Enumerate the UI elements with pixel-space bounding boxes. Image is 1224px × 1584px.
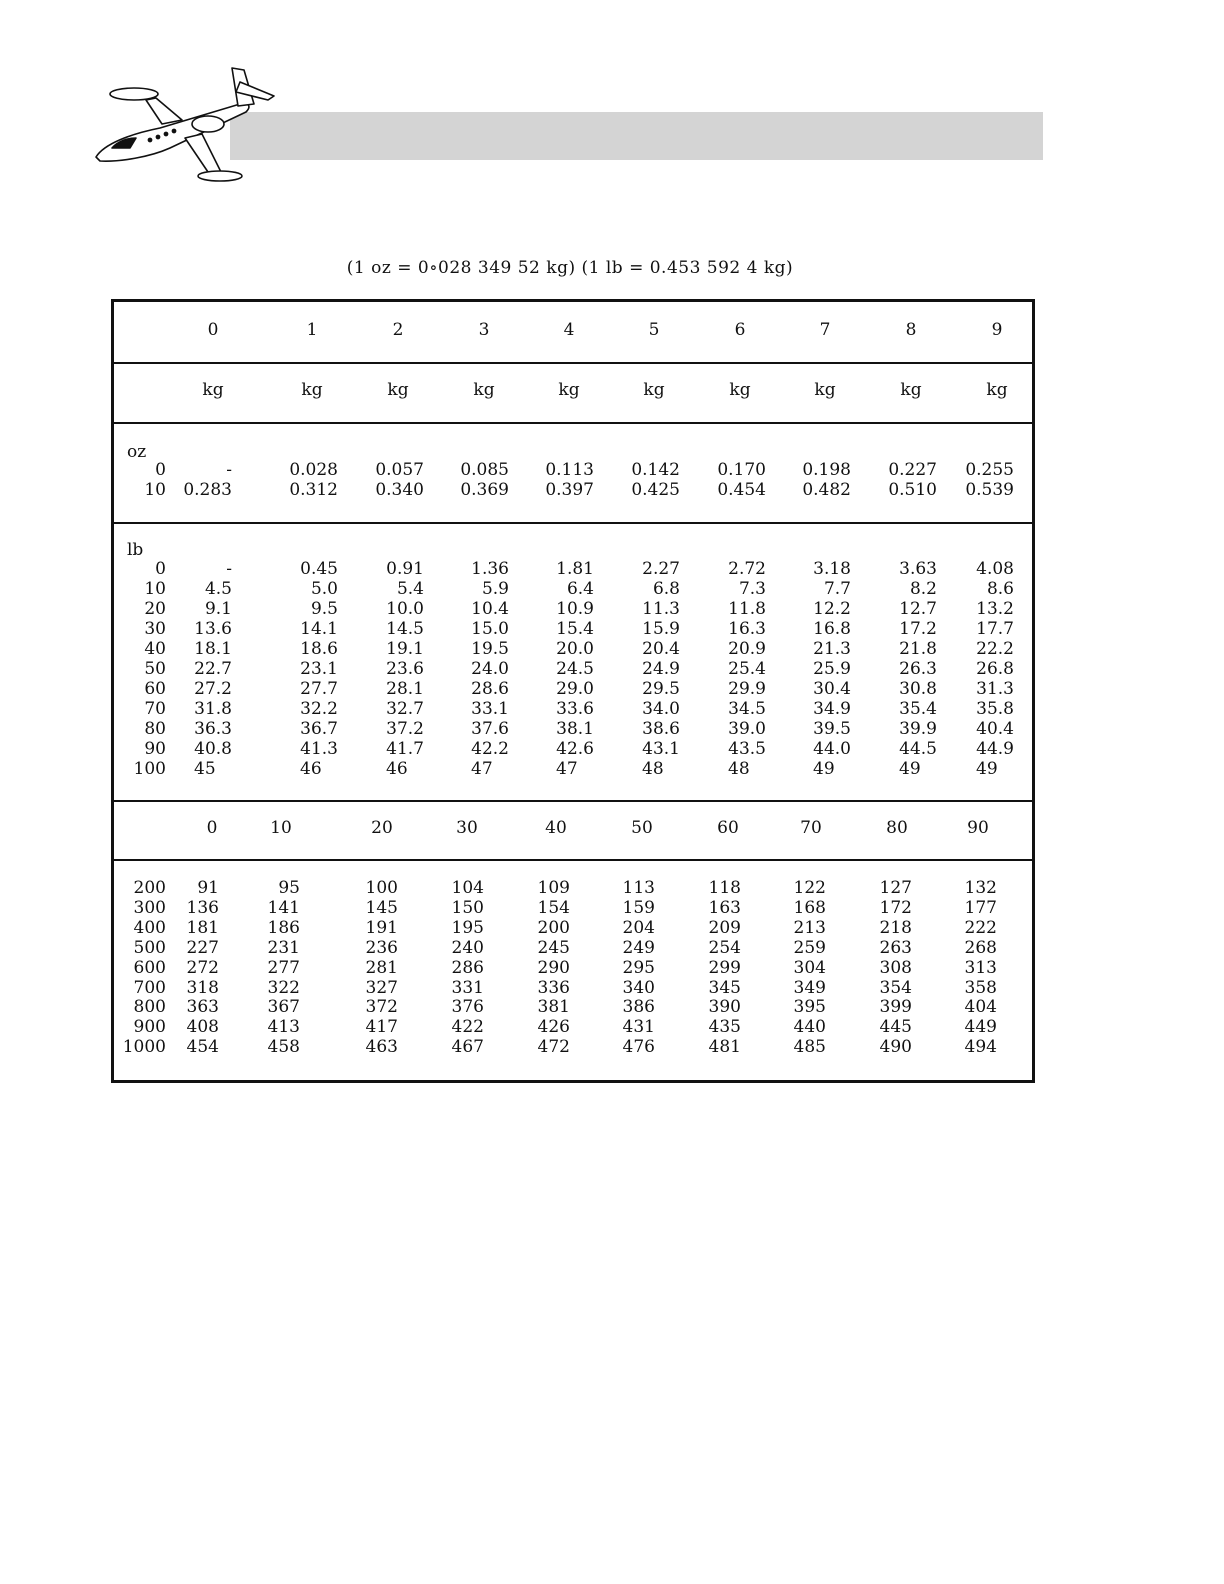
table-cell: 132 (964, 878, 997, 898)
table-cell: 367 (267, 997, 300, 1018)
table-cell: 44.9 (976, 739, 1014, 759)
table-cell: 100 (365, 878, 398, 898)
table-cell: 163 (708, 897, 741, 918)
table-cell: 259 (793, 937, 826, 958)
table-cell: 191 (365, 917, 398, 938)
table-cell: 249 (622, 937, 655, 958)
oz-section-label: oz (127, 442, 147, 462)
table-cell: 195 (451, 917, 484, 938)
row-key: 40 (144, 639, 166, 659)
divider (114, 859, 1032, 861)
table-cell: 47 (471, 759, 493, 779)
table-cell: 299 (708, 957, 741, 978)
table-cell: 408 (186, 1017, 219, 1038)
table-cell: 3.18 (813, 559, 851, 579)
table-cell: 0.45 (300, 559, 338, 579)
tens-column-header: 0 (206, 818, 218, 838)
table-cell: 445 (879, 1017, 912, 1038)
table-cell: 150 (451, 897, 484, 918)
table-cell: 45 (194, 759, 216, 779)
table-cell: 0.539 (965, 480, 1014, 500)
table-cell: 44.0 (813, 739, 851, 759)
jet-airplane-icon (90, 62, 280, 190)
divider (114, 362, 1032, 364)
table-cell: 16.3 (728, 619, 766, 639)
table-cell: 40.4 (976, 719, 1014, 739)
table-cell: 27.2 (194, 679, 232, 699)
table-cell: 17.2 (899, 619, 937, 639)
column-header: 6 (734, 320, 746, 340)
table-cell: 172 (879, 897, 912, 918)
table-cell: 48 (728, 759, 750, 779)
table-cell: 2.27 (642, 559, 680, 579)
table-cell: 490 (879, 1037, 912, 1058)
table-cell: 272 (186, 957, 219, 978)
table-cell: 458 (267, 1037, 300, 1058)
table-cell: 49 (813, 759, 835, 779)
table-cell: 213 (793, 917, 826, 938)
tens-column-header: 20 (371, 818, 393, 838)
table-cell: 48 (642, 759, 664, 779)
table-cell: 20.4 (642, 639, 680, 659)
column-header: 1 (306, 320, 318, 340)
table-cell: 200 (537, 917, 570, 938)
table-cell: 349 (793, 977, 826, 998)
table-cell: 0.482 (802, 480, 851, 500)
row-key: 70 (144, 699, 166, 719)
unit-row (114, 380, 1032, 400)
table-cell: 308 (879, 957, 912, 978)
table-cell: 16.8 (813, 619, 851, 639)
table-cell: 395 (793, 997, 826, 1018)
table-cell: 404 (964, 997, 997, 1018)
table-cell: 281 (365, 957, 398, 978)
table-cell: 236 (365, 937, 398, 958)
column-header: 9 (991, 320, 1003, 340)
unit-label: kg (729, 380, 751, 400)
row-key: 800 (133, 997, 166, 1018)
table-cell: 435 (708, 1017, 741, 1038)
table-cell: 12.7 (899, 599, 937, 619)
table-cell: 431 (622, 1017, 655, 1038)
row-key: 20 (144, 599, 166, 619)
table-cell: 127 (879, 878, 912, 898)
table-cell: 24.9 (642, 659, 680, 679)
table-cell: 218 (879, 917, 912, 938)
table-cell: 245 (537, 937, 570, 958)
table-cell: 0.425 (631, 480, 680, 500)
unit-label: kg (900, 380, 922, 400)
table-cell: 6.4 (566, 579, 594, 599)
table-cell: 25.9 (813, 659, 851, 679)
table-cell: 6.8 (652, 579, 680, 599)
table-cell: 20.0 (556, 639, 594, 659)
table-cell: 37.6 (471, 719, 509, 739)
table-cell: 30.8 (899, 679, 937, 699)
column-header: 4 (563, 320, 575, 340)
table-cell: 30.4 (813, 679, 851, 699)
column-header: 8 (905, 320, 917, 340)
divider (114, 800, 1032, 802)
table-cell: 0.085 (460, 460, 509, 480)
unit-label: kg (473, 380, 495, 400)
row-key: 300 (133, 897, 166, 918)
table-cell: 345 (708, 977, 741, 998)
table-cell: 20.9 (728, 639, 766, 659)
row-key: 1000 (122, 1037, 166, 1058)
table-cell: 322 (267, 977, 300, 998)
table-cell: 0.028 (289, 460, 338, 480)
row-key: 10 (144, 579, 166, 599)
table-cell: 449 (964, 1017, 997, 1038)
table-cell: 35.4 (899, 699, 937, 719)
table-cell: 254 (708, 937, 741, 958)
table-cell: 0.510 (888, 480, 937, 500)
table-cell: 19.5 (471, 639, 509, 659)
table-cell: 22.7 (194, 659, 232, 679)
table-cell: 10.4 (471, 599, 509, 619)
table-cell: 8.6 (986, 579, 1014, 599)
row-key: 600 (133, 957, 166, 978)
table-cell: 227 (186, 937, 219, 958)
table-cell: 24.0 (471, 659, 509, 679)
table-cell: 304 (793, 957, 826, 978)
tens-column-header: 70 (800, 818, 822, 838)
table-cell: 1.36 (471, 559, 509, 579)
table-cell: 231 (267, 937, 300, 958)
table-cell: 476 (622, 1037, 655, 1058)
column-header: 2 (392, 320, 404, 340)
row-key: 500 (133, 937, 166, 958)
table-cell: 13.2 (976, 599, 1014, 619)
header-digits-row (114, 320, 1032, 340)
table-cell: 19.1 (386, 639, 424, 659)
unit-label: kg (558, 380, 580, 400)
table-cell: 23.1 (300, 659, 338, 679)
table-cell: 11.8 (728, 599, 766, 619)
table-cell: 358 (964, 977, 997, 998)
table-cell: 295 (622, 957, 655, 978)
table-cell: 29.5 (642, 679, 680, 699)
table-cell: 34.9 (813, 699, 851, 719)
table-cell: 24.5 (556, 659, 594, 679)
table-cell: 104 (451, 878, 484, 898)
table-cell: 26.3 (899, 659, 937, 679)
table-cell: 44.5 (899, 739, 937, 759)
table-cell: 21.8 (899, 639, 937, 659)
table-cell: 485 (793, 1037, 826, 1058)
table-cell: 118 (708, 878, 741, 898)
table-cell: 386 (622, 997, 655, 1018)
table-cell: 154 (537, 897, 570, 918)
table-cell: 0.91 (386, 559, 424, 579)
table-cell: 109 (537, 878, 570, 898)
table-cell: 34.0 (642, 699, 680, 719)
table-cell: 15.0 (471, 619, 509, 639)
column-header: 7 (819, 320, 831, 340)
table-cell: 440 (793, 1017, 826, 1038)
row-key: 400 (133, 917, 166, 938)
table-cell: 11.3 (642, 599, 680, 619)
table-cell: 36.3 (194, 719, 232, 739)
table-cell: 454 (186, 1037, 219, 1058)
table-cell: 122 (793, 878, 826, 898)
table-cell: 390 (708, 997, 741, 1018)
table-cell: 39.5 (813, 719, 851, 739)
table-cell: 113 (622, 878, 655, 898)
header-bar (230, 112, 1043, 160)
table-cell: - (226, 559, 232, 579)
table-cell: 41.7 (386, 739, 424, 759)
table-cell: 14.1 (300, 619, 338, 639)
unit-label: kg (643, 380, 665, 400)
tens-header-row (114, 818, 1032, 838)
table-cell: 0.142 (631, 460, 680, 480)
row-key: 700 (133, 977, 166, 998)
divider (114, 422, 1032, 424)
table-cell: 27.7 (300, 679, 338, 699)
table-cell: 7.7 (823, 579, 851, 599)
tens-column-header: 80 (886, 818, 908, 838)
table-cell: 46 (386, 759, 408, 779)
row-key: 0 (155, 559, 166, 579)
table-cell: 33.6 (556, 699, 594, 719)
table-cell: 7.3 (738, 579, 766, 599)
table-cell: 168 (793, 897, 826, 918)
table-cell: 318 (186, 977, 219, 998)
table-cell: 8.2 (909, 579, 937, 599)
table-cell: 38.1 (556, 719, 594, 739)
table-cell: 14.5 (386, 619, 424, 639)
table-cell: 0.283 (183, 480, 232, 500)
table-cell: 29.9 (728, 679, 766, 699)
table-cell: 363 (186, 997, 219, 1018)
table-cell: 354 (879, 977, 912, 998)
table-cell: 0.397 (545, 480, 594, 500)
table-cell: 31.3 (976, 679, 1014, 699)
table-cell: 290 (537, 957, 570, 978)
table-cell: 41.3 (300, 739, 338, 759)
tens-column-header: 90 (967, 818, 989, 838)
table-cell: 40.8 (194, 739, 232, 759)
table-cell: 0.454 (717, 480, 766, 500)
row-key: 200 (133, 878, 166, 898)
table-cell: 13.6 (194, 619, 232, 639)
unit-label: kg (986, 380, 1008, 400)
table-cell: 417 (365, 1017, 398, 1038)
table-cell: 413 (267, 1017, 300, 1038)
table-cell: 145 (365, 897, 398, 918)
table-cell: 463 (365, 1037, 398, 1058)
table-cell: 32.7 (386, 699, 424, 719)
table-cell: 25.4 (728, 659, 766, 679)
row-key: 90 (144, 739, 166, 759)
table-cell: 12.2 (813, 599, 851, 619)
table-cell: 4.08 (976, 559, 1014, 579)
table-cell: - (226, 460, 232, 480)
table-cell: 0.113 (545, 460, 594, 480)
unit-label: kg (202, 380, 224, 400)
table-cell: 376 (451, 997, 484, 1018)
table-cell: 36.7 (300, 719, 338, 739)
table-cell: 186 (267, 917, 300, 938)
table-cell: 159 (622, 897, 655, 918)
table-cell: 28.1 (386, 679, 424, 699)
table-cell: 18.6 (300, 639, 338, 659)
table-cell: 15.4 (556, 619, 594, 639)
unit-label: kg (387, 380, 409, 400)
conversion-formula: (1 oz = 0∘028 349 52 kg) (1 lb = 0.453 592 4 kg) (346, 258, 794, 278)
table-cell: 10.0 (386, 599, 424, 619)
table-cell: 327 (365, 977, 398, 998)
table-cell: 1.81 (556, 559, 594, 579)
unit-label: kg (814, 380, 836, 400)
table-cell: 43.1 (642, 739, 680, 759)
table-cell: 21.3 (813, 639, 851, 659)
table-cell: 0.312 (289, 480, 338, 500)
table-cell: 222 (964, 917, 997, 938)
table-cell: 39.9 (899, 719, 937, 739)
table-cell: 49 (899, 759, 921, 779)
table-cell: 263 (879, 937, 912, 958)
row-key: 80 (144, 719, 166, 739)
table-cell: 472 (537, 1037, 570, 1058)
table-cell: 31.8 (194, 699, 232, 719)
table-cell: 34.5 (728, 699, 766, 719)
column-header: 3 (478, 320, 490, 340)
divider (114, 522, 1032, 524)
table-cell: 336 (537, 977, 570, 998)
table-cell: 481 (708, 1037, 741, 1058)
table-cell: 426 (537, 1017, 570, 1038)
table-cell: 0.369 (460, 480, 509, 500)
table-cell: 494 (964, 1037, 997, 1058)
row-key: 900 (133, 1017, 166, 1038)
table-cell: 42.6 (556, 739, 594, 759)
table-cell: 37.2 (386, 719, 424, 739)
table-cell: 5.4 (396, 579, 424, 599)
table-cell: 38.6 (642, 719, 680, 739)
lb-section-label: lb (127, 540, 144, 560)
row-key: 30 (144, 619, 166, 639)
tens-column-header: 30 (456, 818, 478, 838)
row-key: 60 (144, 679, 166, 699)
column-header: 5 (648, 320, 660, 340)
table-cell: 240 (451, 937, 484, 958)
table-cell: 0.340 (375, 480, 424, 500)
table-cell: 2.72 (728, 559, 766, 579)
table-cell: 91 (197, 878, 219, 898)
table-cell: 331 (451, 977, 484, 998)
table-cell: 46 (300, 759, 322, 779)
table-cell: 95 (278, 878, 300, 898)
table-cell: 9.1 (204, 599, 232, 619)
table-cell: 10.9 (556, 599, 594, 619)
table-cell: 422 (451, 1017, 484, 1038)
weight-conversion-table (111, 299, 1035, 1083)
table-cell: 49 (976, 759, 998, 779)
table-cell: 47 (556, 759, 578, 779)
table-cell: 209 (708, 917, 741, 938)
table-cell: 18.1 (194, 639, 232, 659)
table-cell: 9.5 (310, 599, 338, 619)
table-cell: 0.255 (965, 460, 1014, 480)
table-cell: 467 (451, 1037, 484, 1058)
table-cell: 26.8 (976, 659, 1014, 679)
table-cell: 22.2 (976, 639, 1014, 659)
tens-column-header: 60 (717, 818, 739, 838)
row-key: 50 (144, 659, 166, 679)
table-cell: 372 (365, 997, 398, 1018)
table-cell: 313 (964, 957, 997, 978)
table-cell: 381 (537, 997, 570, 1018)
table-cell: 23.6 (386, 659, 424, 679)
row-key: 100 (133, 759, 166, 779)
row-key: 10 (144, 480, 166, 500)
table-cell: 35.8 (976, 699, 1014, 719)
column-header: 0 (207, 320, 219, 340)
table-cell: 0.170 (717, 460, 766, 480)
table-cell: 286 (451, 957, 484, 978)
table-cell: 5.9 (481, 579, 509, 599)
table-cell: 3.63 (899, 559, 937, 579)
table-cell: 177 (964, 897, 997, 918)
table-cell: 181 (186, 917, 219, 938)
table-cell: 29.0 (556, 679, 594, 699)
table-cell: 204 (622, 917, 655, 938)
table-cell: 340 (622, 977, 655, 998)
table-cell: 141 (267, 897, 300, 918)
table-cell: 28.6 (471, 679, 509, 699)
table-cell: 32.2 (300, 699, 338, 719)
table-cell: 15.9 (642, 619, 680, 639)
table-cell: 17.7 (976, 619, 1014, 639)
table-cell: 4.5 (204, 579, 232, 599)
table-cell: 42.2 (471, 739, 509, 759)
table-cell: 136 (186, 897, 219, 918)
table-cell: 33.1 (471, 699, 509, 719)
table-cell: 277 (267, 957, 300, 978)
tens-column-header: 10 (270, 818, 292, 838)
table-cell: 0.057 (375, 460, 424, 480)
tens-column-header: 40 (545, 818, 567, 838)
table-cell: 0.227 (888, 460, 937, 480)
row-key: 0 (155, 460, 166, 480)
tens-column-header: 50 (631, 818, 653, 838)
table-cell: 268 (964, 937, 997, 958)
table-cell: 39.0 (728, 719, 766, 739)
table-cell: 0.198 (802, 460, 851, 480)
unit-label: kg (301, 380, 323, 400)
table-cell: 43.5 (728, 739, 766, 759)
table-cell: 5.0 (310, 579, 338, 599)
table-cell: 399 (879, 997, 912, 1018)
